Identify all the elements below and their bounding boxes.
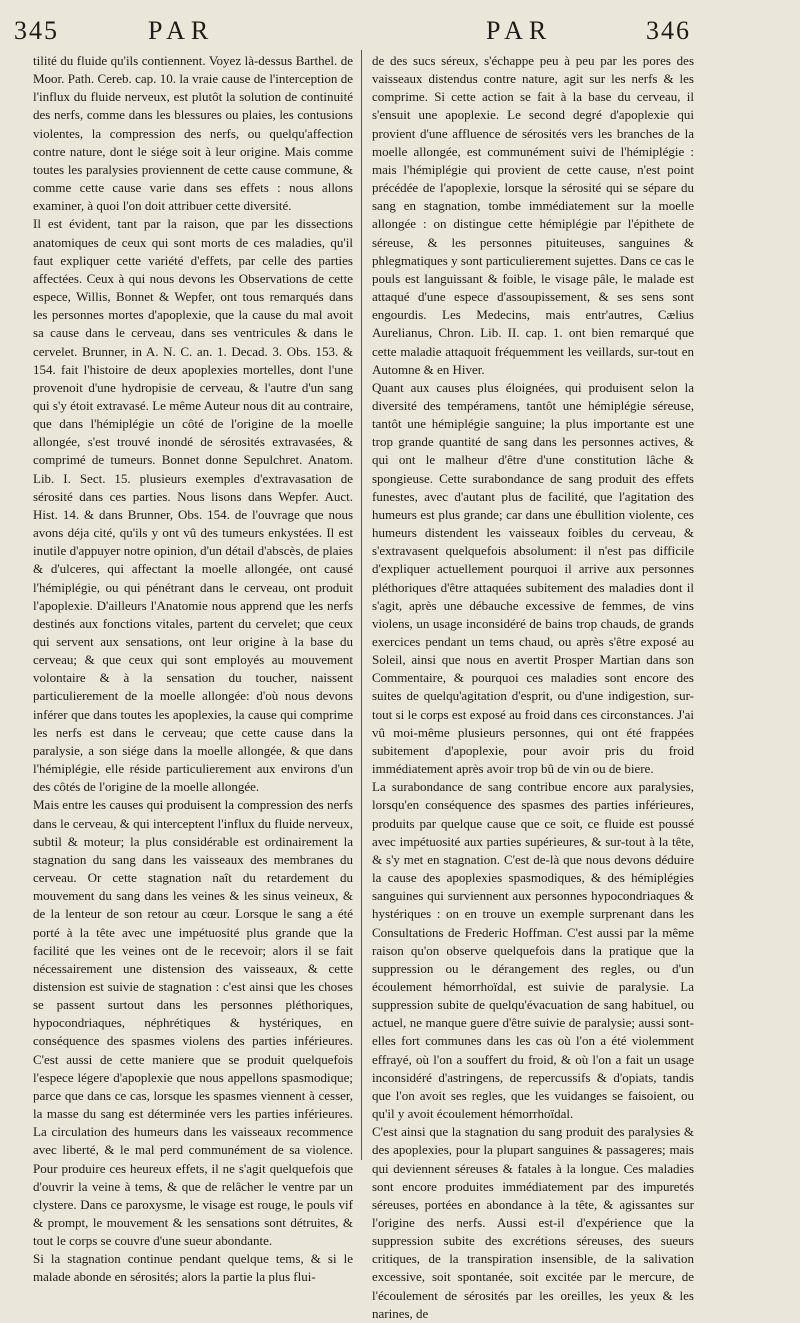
- left-page-number: 345: [14, 16, 59, 45]
- right-running-head: PAR: [486, 16, 553, 45]
- paragraph: C'est ainsi que la stagnation du sang produit des paralysies & des apoplexies, pour la plupart sanguines & passageres; mais qui deviennent séreuses & fatales à la longue. Ces maladies sont encore produites immédiatement par des impuretés séreuses, portées en abondance à la tête, & agissantes sur l'origine des nerfs. Aussi est-il d'expérience que la suppression subite des excrétions séreuses, des sueurs critiques, de la transpiration insensible, de la salivation excessive, soit spontanée, soit excitée par le mercure, de l'écoulement de sérosités par les oreilles, les yeux & les narines, de: [372, 1124, 694, 1321]
- paragraph: Mais entre les causes qui produisent la compression des nerfs dans le cerveau, & qui interceptent l'influx du fluide nerveux, subtil & moteur; la plus considérable est ordinairement la stagnation du sang dans les vaisseaux des membranes du cerveau. Or cette stagnation naît du retardement du mouvement du sang dans les veines & les sinus veineux, & de la lenteur de son retour au cœur. Lorsque le sang a été porté à la tête avec une impétuosité plus grande que la facilité que les veines ont de le recevoir; alors il se fait nécessairement une distension des vaisseaux, & cette distension est suivie de stagnation : c'est ainsi que les choses se passent surtout dans les personnes pléthoriques, hypocondriaques, néphrétiques & hystériques, en conséquence des spasmes violens des parties inférieures. C'est aussi de cette maniere que se produit quelquefois l'espece légere d'apoplexie que nous appellons spasmodique; parce que dans ce cas, lorsque les spasmes viennent à cesser, la masse du sang est déterminée vers les parties inférieures. La circulation des humeurs dans les vaisseaux recommence avec liberté, & le mal perd communément de sa violence. Pour produire ces heureux effets, il ne s'agit quelquefois que d'ouvrir la veine à tems, & que de relâcher le ventre par un clystere. Dans ce paroxysme, le visage est rouge, le pouls vif & prompt, le mouvement & les sensations sont détruites, & tout le corps se couvre d'une sueur abondante.: [33, 797, 353, 1249]
- column-divider: [361, 50, 362, 1160]
- paragraph: Quant aux causes plus éloignées, qui produisent selon la diversité des tempéramens, tantôt une hémiplégie séreuse, tantôt une hémiplégie sanguine; la plus importante est une trop grande quantité de sang dans les personnes actives, & qui ont le malheur d'être d'une constitution lâche & spongieuse. Cette surabondance de sang produit des effets funestes, avec d'autant plus de facilité, que l'agitation des humeurs est plus grande; car dans une ébullition violente, ces humeurs distendent les vaisseaux foibles du cerveau, & s'extravasent quelquefois absolument: il n'est pas difficile d'expliquer actuellement pourquoi il arrive aux personnes pléthoriques d'être attaquées subitement des maladies dont il s'agit, après une débauche excessive de femmes, de vins violens, un usage inconsidéré de bains trop chauds, de grands exercices pendant un tems chaud, ou après s'être exposé au Soleil, ainsi que nous en avertit Prosper Martian dans son Commentaire, & pourquoi ces maladies sont encore des suites de quelqu'agitation d'esprit, ou d'une indigestion, sur-tout si le corps est exposé au froid dans ces circonstances. J'ai vû moi-même plusieurs personnes, qui ont été frappées subitement d'apoplexie, pour avoir pris du froid immédiatement après avoir trop bû de vin ou de biere.: [372, 379, 694, 777]
- right-column: [372, 52, 694, 1323]
- left-running-head: PAR: [148, 16, 215, 45]
- left-column: [33, 52, 353, 1287]
- paragraph: Si la stagnation continue pendant quelque tems, & si le malade abonde en sérosités; alors la partie la plus flui-: [33, 1251, 353, 1285]
- paragraph: Il est évident, tant par la raison, que par les dissections anatomiques de ceux qui sont morts de ces maladies, qu'il faut expliquer cette variété d'effets, par celle des parties affectées. Ceux à qui nous devons les Observations de cette espece, Willis, Bonnet & Wepfer, ont tous remarqués dans les personnes mortes d'apoplexie, que la cause du mal avoit sa cause dans le cerveau, dans ses ventricules & dans le cervelet. Brunner, in A. N. C. an. 1. Decad. 3. Obs. 153. & 154. fait l'histoire de deux apoplexies mortelles, dont l'une provenoit d'une hydropisie de cerveau, & l'autre d'un sang qui s'y étoit extravasé. Le même Auteur nous dit au contraire, que dans l'hémiplégie un côté de l'origine de la moelle allongée, s'est trouvé inondé de sérosités extravasées, & comprimé de tumeurs. Bonnet donne Sepulchret. Anatom. Lib. I. Sect. 15. plusieurs exemples d'extravasation de sérosité dans ces parties. Nous lisons dans Wepfer. Auct. Hist. 14. & dans Brunner, Obs. 154. de l'ouvrage que nous avons déja cité, qu'ils y ont vû des tumeurs enkystées. Il est inutile d'appuyer notre opinion, d'un détail d'abscès, de plaies & d'ulceres, qui affectant la moelle allongée, ont causé l'hémiplégie, ou qui pénétrant dans le cerveau, ont produit l'apoplexie. D'ailleurs l'Anatomie nous apprend que les nerfs destinés aux fonctions vitales, partent du cervelet; que ceux qui servent aux sensations, ont leur origine à la base du cerveau; & que ceux qui sont employés au mouvement volontaire & à la sensation du toucher, naissent particulierement de la moelle allongée: d'où nous devons inférer que dans toutes les apoplexies, la cause qui comprime les nerfs est dans le cerveau; que cette cause dans la paralysie, a son siége dans la moelle allongée, & que dans l'hémiplégie, elle réside particulierement aux environs d'un des côtés de l'origine de la moelle allongée.: [33, 216, 353, 795]
- right-page-number: 346: [646, 16, 691, 45]
- paragraph: La surabondance de sang contribue encore aux paralysies, lorsqu'en conséquence des spasmes des parties inférieures, produits par quelque cause que ce soit, ce fluide est poussé avec impétuosité aux parties supérieures, & sur-tout à la tête, & s'y met en stagnation. C'est de-là que nous devons déduire la cause des apoplexies spasmodiques, & des hémiplégies sanguines qui surviennent aux personnes hypocondriaques & hystériques : on en trouve un exemple surprenant dans les Consultations de Frederic Hoffman. C'est aussi par la même raison qu'on observe quelquefois dans la pratique que la suppression ou le dérangement des regles, ou d'un écoulement hémorrhoïdal, est suivie de paralysie. La suppression subite de quelqu'évacuation de sang habituel, ou actuel, ne manque guere d'être suivie de paralysie; aussi sont-elles fort communes dans les cas où l'on a été violemment effrayé, où l'on a souffert du froid, & où l'on a fait un usage inconsidéré d'astringens, de repercussifs & d'opiats, tandis que l'on avoit ses regles, que les vuidanges se faisoient, ou qu'il y avoit écoulement hémorrhoïdal.: [372, 779, 694, 1122]
- paragraph: de des sucs séreux, s'échappe peu à peu par les pores des vaisseaux distendus contre nature, agit sur les nerfs & les comprime. Si cette action se fait à la base du cerveau, il s'ensuit une apoplexie. Le second degré d'apoplexie qui provient d'une affluence de sérosités vers les branches de la moelle allongée, est communément suivi de l'hémiplégie : mais l'hémiplégie qui provient de cette cause, n'est point précédée de l'apoplexie, lorsque la sérosité qui se sépare du sang en stagnation, tombe immédiatement sur la moelle allongée : on distingue cette hémiplégie par l'épithete de séreuse, & les personnes pituiteuses, sanguines & phlegmatiques y sont particulierement sujettes. Dans ce cas le pouls est languissant & foible, le visage pâle, le malade est attaqué d'une espece d'assoupissement, & ses sens sont engourdis. Les Medecins, mais entr'autres, Cælius Aurelianus, Chron. Lib. II. cap. 1. ont bien remarqué que cette maladie attaquoit fréquemment les veillards, sur-tout en Automne & en Hiver.: [372, 53, 694, 377]
- paragraph: tilité du fluide qu'ils contiennent. Voyez là-dessus Barthel. de Moor. Path. Cereb. cap. 10. la vraie cause de l'interception de l'influx du fluide nerveux, est plutôt la solution de continuité des nerfs, comme dans les blessures ou plaies, les contusions violentes, la compression des nerfs, ou quelqu'affection contre nature, dont le siége soit à leur origine. Mais comme toutes les paralysies proviennent de cette cause commune, & comme cette cause varie dans ses effets : nous allons examiner, à quoi l'on doit attribuer cette diversité.: [33, 53, 353, 214]
